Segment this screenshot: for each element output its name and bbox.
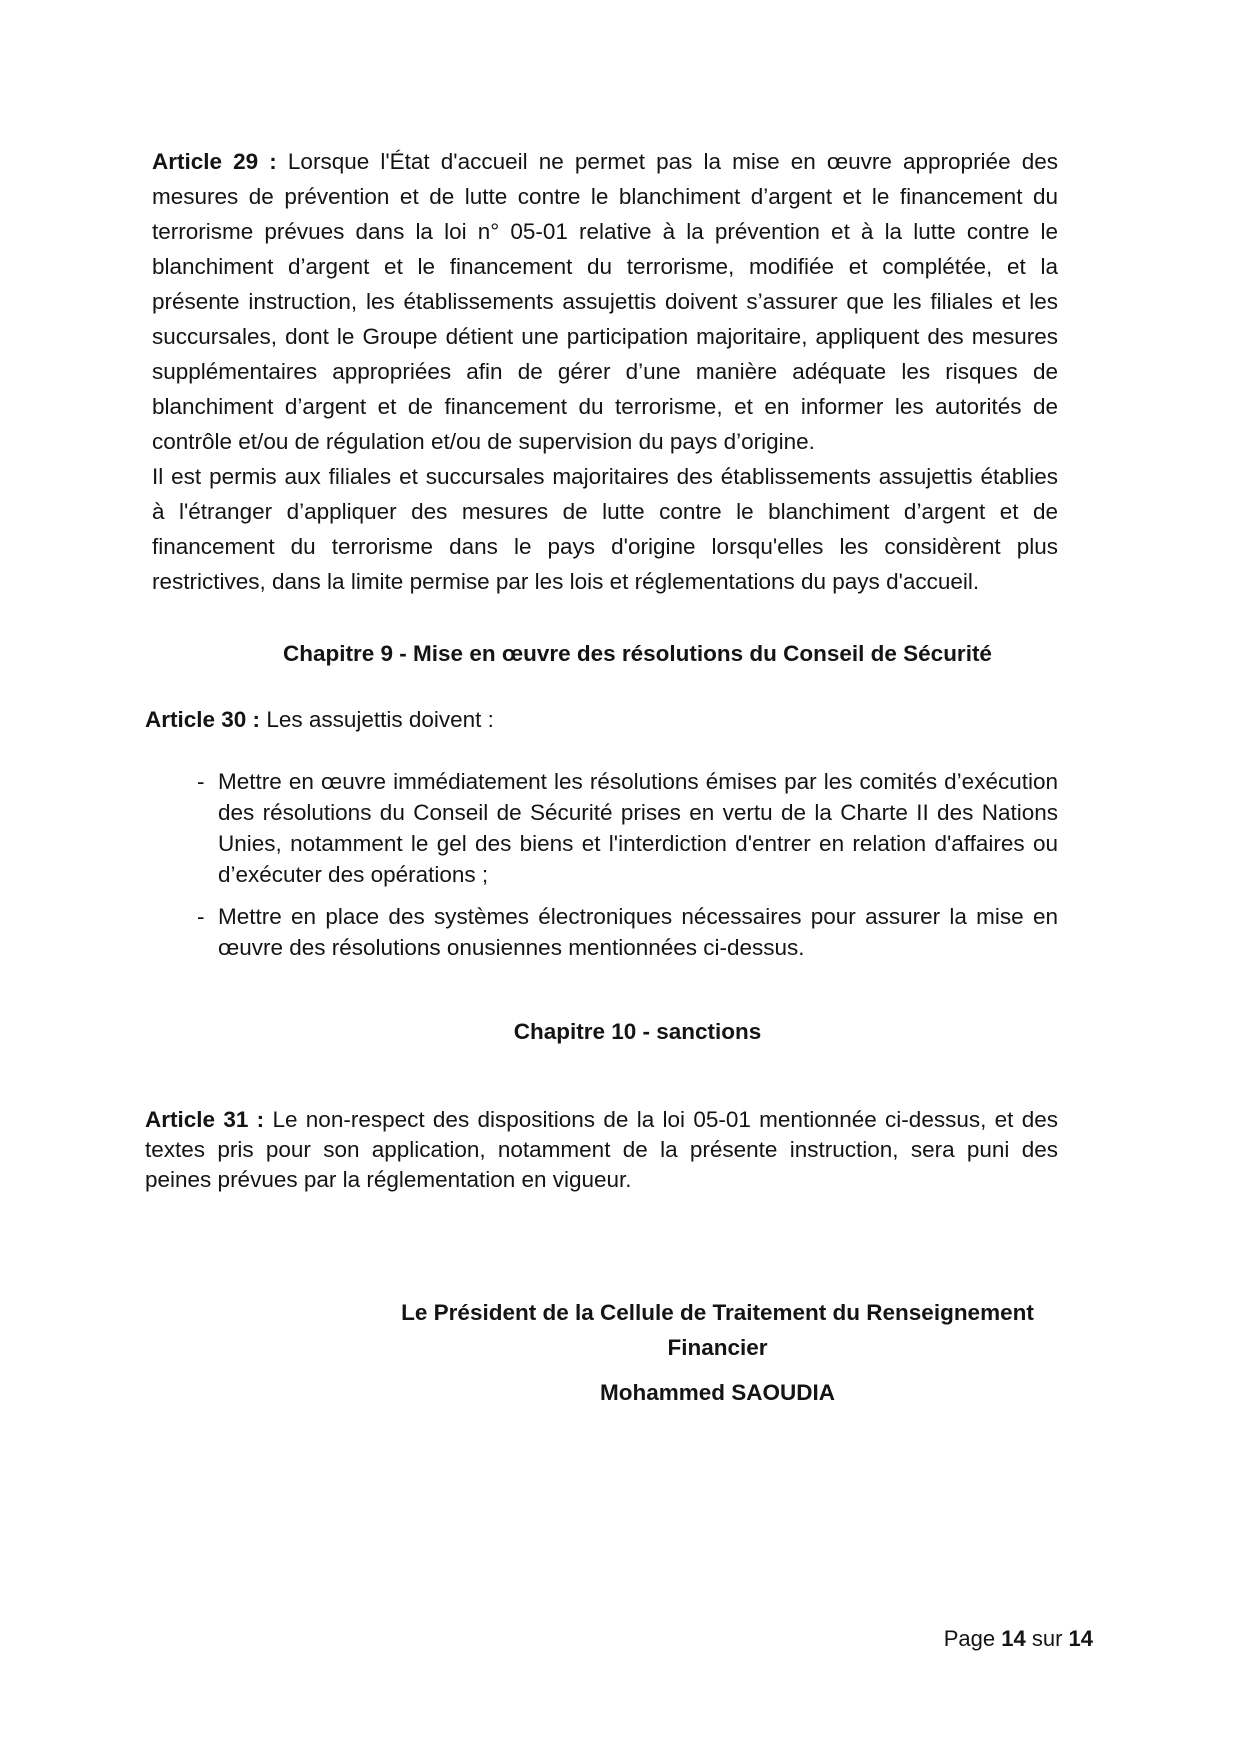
article-30-text: Les assujettis doivent : <box>266 707 494 732</box>
chapter-9-heading: Chapitre 9 - Mise en œuvre des résolutions du Conseil de Sécurité <box>283 641 992 666</box>
footer-separator: sur <box>1025 1626 1069 1651</box>
footer-page-label: Page <box>943 1626 1002 1651</box>
list-item <box>145 901 1058 963</box>
footer-page-total: 14 <box>1068 1626 1093 1651</box>
article-31-label: Article 31 : <box>145 1107 273 1132</box>
article-29-label: Article 29 : <box>152 149 288 174</box>
dash-bullet-icon: - <box>197 769 205 794</box>
footer-page-number: 14 <box>1001 1626 1026 1651</box>
list-item <box>145 766 1058 890</box>
paragraph-subsidiaries-text: Il est permis aux filiales et succursales majoritaires des établissements assujettis établies à l'étranger d’appliquer des mesures de lutte contre le blanchiment d’argent et de financement du terrorisme dans le pays d'origine lorsqu'elles les considèrent plus restrictives, dans la limite permise par les lois et réglementations du pays d'accueil. <box>152 464 1058 594</box>
signature-name: Mohammed SAOUDIA <box>599 1380 836 1405</box>
list-item-text: Mettre en place des systèmes électroniques nécessaires pour assurer la mise en œuvre des résolutions onusiennes mentionnées ci-dessus. <box>218 904 1058 960</box>
article-31-text: Le non-respect des dispositions de la loi 05-01 mentionnée ci-dessus, et des textes pris pour son application, notamment de la présente instruction, sera puni des peines prévues par la réglementation en vigueur. <box>145 1107 1058 1192</box>
paragraph-article-31 <box>145 1105 1058 1195</box>
page-number-footer <box>944 1626 1093 1652</box>
paragraph-article-30 <box>145 702 1058 737</box>
paragraph-subsidiaries <box>152 459 1058 599</box>
article-29-text: Lorsque l'État d'accueil ne permet pas la mise en œuvre appropriée des mesures de prévention et de lutte contre le blanchiment d’argent et le financement du terrorisme prévues dans la loi n° 05-01 relative à la prévention et à la lutte contre le blanchiment d’argent et le financement du terrorisme, modifiée et complétée, et la présente instruction, les établissements assujettis doivent s’assurer que les filiales et les succursales, dont le Groupe détient une participation majoritaire, appliquent des mesures supplémentaires appropriées afin de gérer d’une manière adéquate les risques de blanchiment d’argent et de financement du terrorisme, et en informer les autorités de contrôle et/ou de régulation et/ou de supervision du pays d’origine. <box>152 149 1058 454</box>
signature-title: Le Président de la Cellule de Traitement du Renseignement Financier <box>401 1300 1034 1360</box>
list-item-text: Mettre en œuvre immédiatement les résolutions émises par les comités d’exécution des résolutions du Conseil de Sécurité prises en vertu de la Charte II des Nations Unies, notamment le gel des biens et l'interdiction d'entrer en relation d'affaires ou d’exécuter des opérations ; <box>218 769 1058 887</box>
article-30-bullet-list <box>145 766 1058 963</box>
paragraph-article-29 <box>152 144 1058 459</box>
chapter-10-heading: Chapitre 10 - sanctions <box>513 1019 762 1044</box>
dash-bullet-icon: - <box>197 904 205 929</box>
article-30-label: Article 30 : <box>145 707 267 732</box>
